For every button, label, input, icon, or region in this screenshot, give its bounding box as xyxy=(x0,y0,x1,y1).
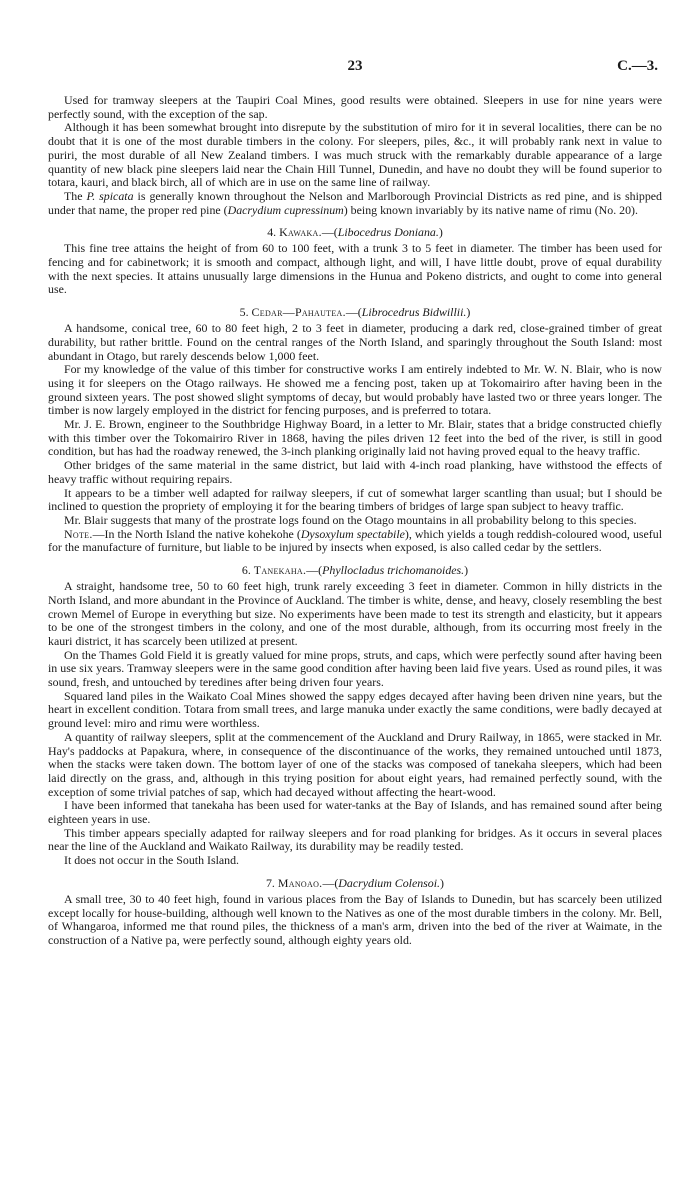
section-common-name: Manoao. xyxy=(277,875,323,890)
paragraph: Other bridges of the same material in the same district, but laid with 4-inch road planking, have withstood the effects of heavy traffic without requiring repairs. xyxy=(48,458,662,486)
paragraph-text: is generally known throughout the Nelson and Marlborough Provincial Districts as red pine, and is shipped under that name, the proper red pine ( xyxy=(48,188,662,217)
italic-term: P. spicata xyxy=(86,188,134,203)
paragraph: On the Thames Gold Field it is greatly valued for mine props, struts, and caps, which were perfectly sound after having been in use six years. Tramway sleepers were in the same good condition after having been laid five years. Used as round piles, it was sound, fresh, and untouched by teredines after being driven four years. xyxy=(48,647,662,690)
paragraph-text: —In the North Island the native kohekohe ( xyxy=(92,526,301,541)
paragraph: Squared land piles in the Waikato Coal Mines showed the sappy edges decayed after having been driven nine years, but the heart in excellent condition. Totara from small trees, and large manuka under exactly the same conditions, were badly decayed at ground level: miro and rimu were worthless. xyxy=(48,688,662,731)
paragraph: It appears to be a timber well adapted for railway sleepers, if cut of somewhat larger scantling than usual; but I should be inclined to question the propriety of employing it for the bearing timbers of bridges of large span subject to heavy traffic. xyxy=(48,485,662,514)
paragraph xyxy=(48,528,662,555)
paragraph-text: The xyxy=(64,188,87,203)
section-common-name: Cedar—Pahautea. xyxy=(251,305,346,320)
section-heading xyxy=(48,225,662,239)
paragraph: Used for tramway sleepers at the Taupiri Coal Mines, good results were obtained. Sleepers in use for nine years were perfectly sound, with the exception of the sap. xyxy=(48,93,662,121)
small-caps-term: Note. xyxy=(64,526,93,541)
section-heading xyxy=(48,563,662,577)
section-number: 4. xyxy=(267,225,277,240)
document-reference: C.—3. xyxy=(617,58,658,74)
section-number: 6. xyxy=(241,563,251,578)
paragraph: A straight, handsome tree, 50 to 60 feet high, trunk rarely exceeding 3 feet in diameter. Common in hilly districts in the North Island, and more abundant in the Province of Auckland. The timber is white, dense, and heavy, closely resembling the best crown Memel of Europe in everything but size. No experiments have been made to test its strength and elasticity, but it appears to be one of the strongest timbers in the colony, and one of the most durable, although, from its occurring most freely in the kauri district, it has scarcely been utilized at present. xyxy=(48,579,662,648)
section-common-name: Kawaka. xyxy=(279,225,322,240)
italic-term: Dacrydium cupressinum xyxy=(227,202,344,217)
section-heading xyxy=(48,876,662,890)
section-separator: ) xyxy=(440,875,444,890)
section-separator: —( xyxy=(322,875,339,890)
paragraph: It does not occur in the South Island. xyxy=(64,853,240,868)
paragraph: Mr. Blair suggests that many of the prostrate logs found on the Otago mountains in all probability belong to this species. xyxy=(64,512,637,527)
paragraph: This timber appears specially adapted for railway sleepers and for road planking for bridges. As it occurs in several places near the line of the Auckland and Waikato Railway, its durability may be readily tested. xyxy=(48,825,662,854)
section-number: 5. xyxy=(239,305,249,320)
section-latin-name: Phyllocladus trichomanoides. xyxy=(322,563,465,578)
page-number: 23 xyxy=(347,58,363,74)
paragraph: A quantity of railway sleepers, split at the commencement of the Auckland and Drury Railway, in 1865, were stacked in Mr. Hay's paddocks at Papakura, where, in consequence of the discontinuance of the works, they remained untouched until 1873, when the stacks were taken down. The bottom layer of one of the stacks was composed of tanekaha sleepers, which had been laid directly on the grass, and, although in this trying position for about eight years, had remained perfectly sound, with the exception of some trivial patches of sap, which had decayed without affecting the heart-wood. xyxy=(48,729,662,799)
paragraph: A handsome, conical tree, 60 to 80 feet high, 2 to 3 feet in diameter, producing a dark red, close-grained timber of great durability, but rather brittle. Found on the central ranges of the North Island, and sparingly throughout the South Island: most abundant in Otago, but rarely descends below 1,000 feet. xyxy=(48,321,662,363)
section-separator: —( xyxy=(321,225,338,240)
paragraph: This fine tree attains the height of from 60 to 100 feet, with a trunk 3 to 5 feet in diameter. The timber has been used for fencing and for cabinetwork; it is smooth and compact, although light, and will, I have little doubt, prove of equal durability with the next species. It attains unusually large dimensions in the Hunua and Pokeno districts, and ought to come into general use. xyxy=(48,241,662,297)
paragraph: Mr. J. E. Brown, engineer to the Southbridge Highway Board, in a letter to Mr. Blair, states that a bridge constructed chiefly with this timber over the Tokomairiro River in 1868, having the piles driven 12 feet into the bed of the river, is still in good condition, but has had the roadway renewed, the 3-inch planking originally laid not having proved equal to the heavy traffic. xyxy=(48,417,662,459)
section-latin-name: Librocedrus Bidwillii. xyxy=(361,305,467,320)
paragraph: Although it has been somewhat brought into disrepute by the substitution of miro for it in several localities, there can be no doubt that it is one of the most durable timbers in the colony. For sleepers, piles, &c., it will probably rank next in value to puriri, the most durable of all New Zealand timbers. I was much struck with the remarkably durable appearance of a large quantity of new black pine sleepers laid near the Chain Hill Tunnel, Dunedin, and have no doubt they will be found superior to totara, kauri, and black birch, all of which are in use on the same line of railway. xyxy=(48,120,662,190)
paragraph: For my knowledge of the value of this timber for constructive works I am entirely indebted to Mr. W. N. Blair, who is now using it for sleepers on the Otago railways. He showed me a fencing post, taken up at Tokomairiro after having been in the ground sixteen years. The post showed slight symptoms of decay, but would probably have lasted two or three years longer. The timber is now largely employed in the district for fencing purposes, and is preferred to totara. xyxy=(48,362,662,418)
section-separator: ) xyxy=(438,225,443,240)
paragraph: I have been informed that tanekaha has been used for water-tanks at the Bay of Islands, and has remained sound after being eighteen years in use. xyxy=(48,798,662,827)
section-latin-name: Libocedrus Doniana. xyxy=(337,225,439,240)
paragraph-text: ), which yields a tough reddish-coloured wood, useful for the manufacture of furniture, but liable to be injured by insects when exposed, is also called cedar by the settlers. xyxy=(48,526,663,555)
section-separator: —( xyxy=(345,305,362,320)
section-separator: —( xyxy=(306,563,323,578)
section-separator: ) xyxy=(466,305,471,320)
section-separator: ) xyxy=(464,563,469,578)
section-number: 7. xyxy=(265,875,275,890)
section-heading xyxy=(48,305,662,319)
paragraph: A small tree, 30 to 40 feet high, found in various places from the Bay of Islands to Dunedin, but has scarcely been utilized except locally for house-building, although well known to the Natives as one of the most durable timbers in the colony. Mr. Bell, of Whangaroa, informed me that round piles, the thickness of a man's arm, driven into the bed of the river at Waimate, in the construction of a Native pa, were perfectly sound, although eighty years old. xyxy=(48,891,662,947)
paragraph-text: ) being known invariably by its native name of rimu (No. 20). xyxy=(343,202,638,217)
section-common-name: Tanekaha. xyxy=(253,563,307,578)
document-body xyxy=(48,94,662,948)
paragraph xyxy=(48,190,662,217)
page-header xyxy=(48,58,662,78)
section-latin-name: Dacrydium Colensoi. xyxy=(338,875,441,890)
italic-term: Dysoxylum spectabile xyxy=(300,526,405,541)
